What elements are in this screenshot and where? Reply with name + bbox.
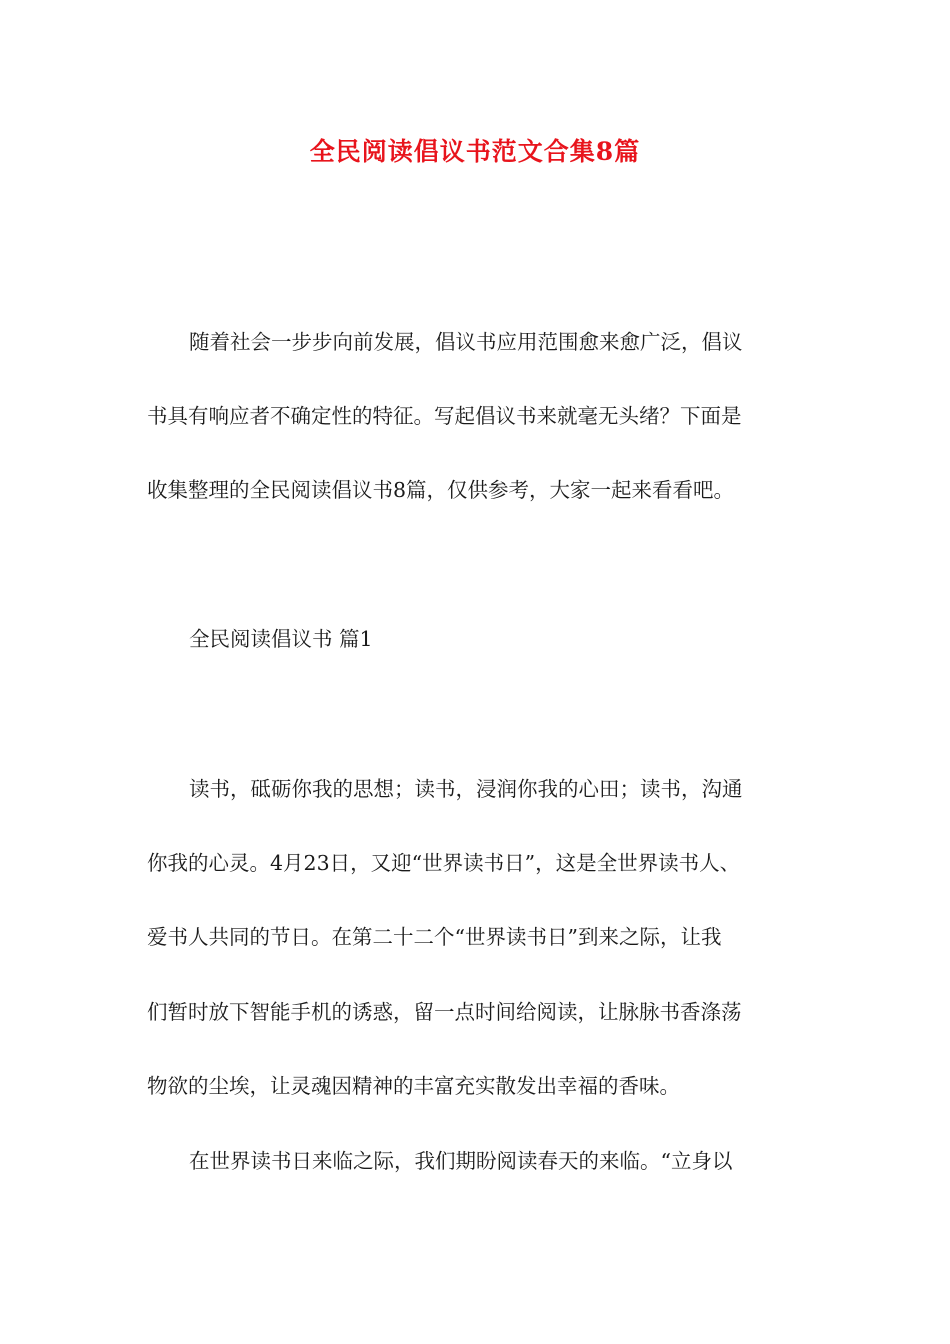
paragraph1-line-1: 读书，砥砺你我的思想；读书，浸润你我的心田；读书，沟通 xyxy=(189,777,743,801)
section-heading: 全民阅读倡议书 篇1 xyxy=(189,627,373,651)
paragraph1-line-3: 爱书人共同的节日。在第二十二个“世界读书日”到来之际，让我 xyxy=(147,925,722,949)
paragraph1-line-4: 们暂时放下智能手机的诱惑，留一点时间给阅读，让脉脉书香涤荡 xyxy=(147,1000,742,1024)
document-title: 全民阅读倡议书范文合集8篇 xyxy=(309,137,641,166)
paragraph2-line-1: 在世界读书日来临之际，我们期盼阅读春天的来临。“立身以 xyxy=(189,1149,733,1173)
intro-line-2: 书具有响应者不确定性的特征。写起倡议书来就毫无头绪？下面是 xyxy=(147,404,742,428)
intro-line-3: 收集整理的全民阅读倡议书8篇，仅供参考，大家一起来看看吧。 xyxy=(147,478,735,502)
paragraph1-line-2: 你我的心灵。4月23日，又迎“世界读书日”，这是全世界读书人、 xyxy=(147,851,741,875)
paragraph1-line-5: 物欲的尘埃，让灵魂因精神的丰富充实散发出幸福的香味。 xyxy=(147,1074,680,1098)
intro-line-1: 随着社会一步步向前发展，倡议书应用范围愈来愈广泛，倡议 xyxy=(189,330,743,354)
